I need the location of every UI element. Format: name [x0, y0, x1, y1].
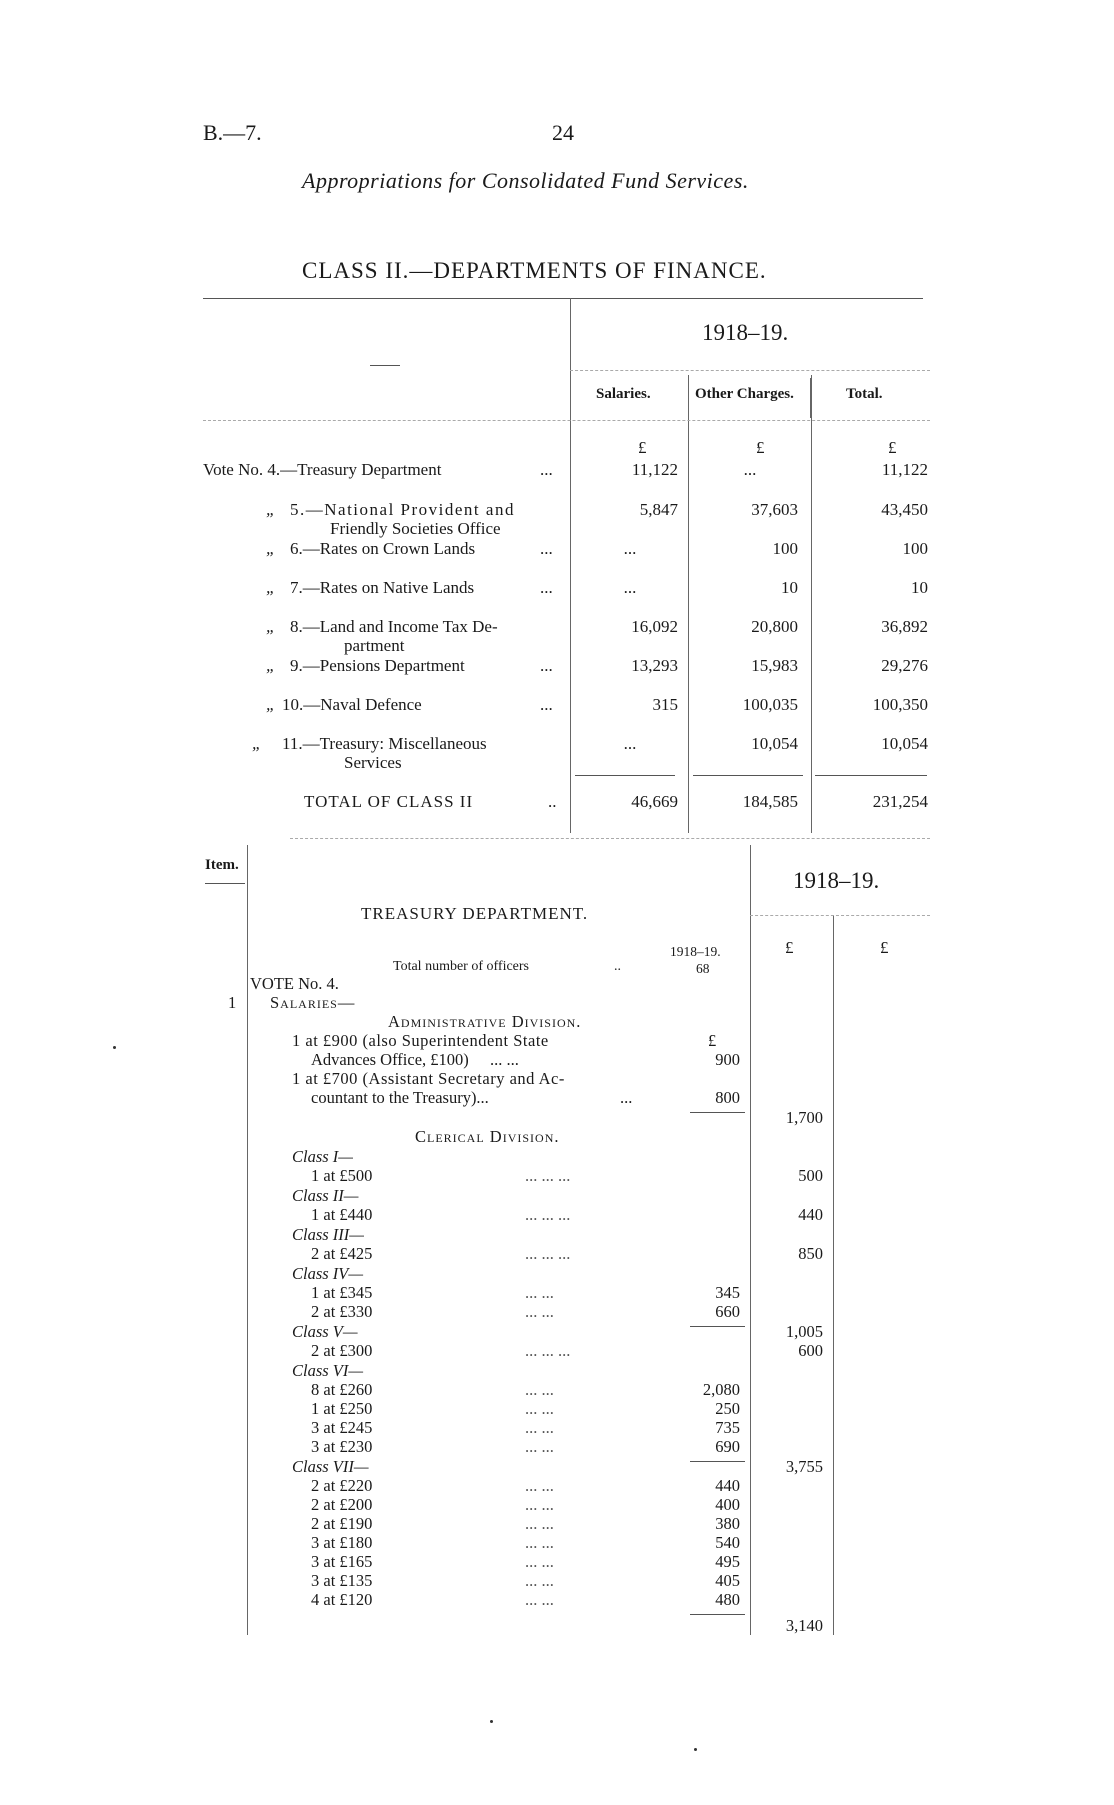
- row-other: 100: [772, 539, 798, 558]
- ditto-mark: „: [266, 617, 276, 636]
- row-label: 6.—Rates on Crown Lands: [290, 539, 476, 558]
- class-vii-leader: ... ...: [525, 1495, 554, 1514]
- class-vi-leader: ... ...: [525, 1399, 554, 1418]
- class-vii-line-label: 4 at £120: [311, 1590, 373, 1609]
- class-vi-leader: ... ...: [525, 1380, 554, 1399]
- row-label: 9.—Pensions Department: [290, 656, 465, 675]
- admin-line-2-continued: countant to the Treasury)...: [311, 1088, 489, 1107]
- officers-count: 68: [696, 961, 710, 976]
- class-vii-line-label: 3 at £135: [311, 1571, 373, 1590]
- total-salaries: 46,669: [631, 792, 678, 811]
- row-total: 11,122: [881, 460, 928, 479]
- salaries-heading: Salaries—: [270, 993, 356, 1012]
- page-number: 24: [552, 120, 574, 145]
- class-iv-value-2: 660: [715, 1302, 740, 1321]
- class-v-value: 600: [798, 1341, 823, 1360]
- admin-division-total: 1,700: [785, 1108, 823, 1127]
- department-title: TREASURY DEPARTMENT.: [361, 904, 589, 923]
- row-salaries: ...: [623, 734, 637, 753]
- currency-salaries: £: [638, 438, 647, 457]
- class-vi-leader: ... ...: [525, 1437, 554, 1456]
- class-vii-line-label: 2 at £220: [311, 1476, 373, 1495]
- class-vi-line-label: 1 at £250: [311, 1399, 373, 1418]
- class-vii-line-value: 400: [715, 1495, 740, 1514]
- class-ii-leader: ... ... ...: [525, 1205, 571, 1224]
- class-vii-line-value: 405: [715, 1571, 740, 1590]
- currency-other: £: [756, 438, 765, 457]
- class-ii-value: 440: [798, 1205, 823, 1224]
- ditto-mark: „: [266, 539, 276, 558]
- class-vii-line-label: 3 at £165: [311, 1552, 373, 1571]
- class-iv-leader-2: ... ...: [525, 1302, 554, 1321]
- row-other: 15,983: [751, 656, 798, 675]
- row-label: 11.—Treasury: Miscellaneous: [282, 734, 487, 753]
- total-other: 184,585: [742, 792, 798, 811]
- admin-line-2-value: 800: [715, 1088, 740, 1107]
- row-salaries: ...: [623, 539, 637, 558]
- row-other: ...: [743, 460, 757, 479]
- row-total: 43,450: [881, 500, 928, 519]
- admin-line-2: 1 at £700 (Assistant Secretary and Ac-: [292, 1069, 565, 1088]
- class-vii-line-label: 2 at £190: [311, 1514, 373, 1533]
- class-iv-heading: Class IV—: [292, 1264, 364, 1283]
- class-i-heading: Class I—: [292, 1147, 353, 1166]
- class-iii-value: 850: [798, 1244, 823, 1263]
- row-salaries: 13,293: [631, 656, 678, 675]
- class-vii-leader: ... ...: [525, 1476, 554, 1495]
- class-vii-line-label: 2 at £200: [311, 1495, 373, 1514]
- officers-label: Total number of officers: [393, 959, 529, 974]
- class-vii-line-value: 495: [715, 1552, 740, 1571]
- detail-year: 1918–19.: [793, 868, 880, 893]
- row-leader: ...: [540, 695, 553, 714]
- class-vi-line-value: 690: [715, 1437, 740, 1456]
- class-iv-line-1: 1 at £345: [311, 1283, 373, 1302]
- currency-total: £: [888, 438, 897, 457]
- class-iv-value-1: 345: [715, 1283, 740, 1302]
- class-ii-heading: Class II—: [292, 1186, 359, 1205]
- currency-subtotal: £: [785, 938, 794, 957]
- item-column-header: Item.: [205, 857, 239, 873]
- row-salaries: ...: [623, 578, 637, 597]
- class-vi-line-label: 8 at £260: [311, 1380, 373, 1399]
- row-label: 8.—Land and Income Tax De-: [290, 617, 498, 636]
- row-total: 100,350: [872, 695, 928, 714]
- row-total: 10: [911, 578, 928, 597]
- column-header-total: Total.: [846, 386, 883, 402]
- row-salaries: 315: [652, 695, 678, 714]
- class-v-line: 2 at £300: [311, 1341, 373, 1360]
- class-iii-heading: Class III—: [292, 1225, 364, 1244]
- administrative-division-heading: Administrative Division.: [388, 1012, 582, 1031]
- row-other: 10: [781, 578, 798, 597]
- class-vii-line-value: 440: [715, 1476, 740, 1495]
- class-i-value: 500: [798, 1166, 823, 1185]
- class-vii-heading: Class VII—: [292, 1457, 369, 1476]
- class-vi-total: 3,755: [785, 1457, 823, 1476]
- class-vi-heading: Class VI—: [292, 1361, 364, 1380]
- row-total: 36,892: [881, 617, 928, 636]
- clerical-division-heading: Clerical Division.: [415, 1127, 560, 1146]
- ditto-mark: „: [266, 656, 276, 675]
- row-label: 5.—National Provident and: [290, 500, 515, 519]
- total-total: 231,254: [872, 792, 928, 811]
- row-total: 29,276: [881, 656, 928, 675]
- class-vii-line-value: 380: [715, 1514, 740, 1533]
- class-vi-line-label: 3 at £230: [311, 1437, 373, 1456]
- officers-leader: ..: [614, 959, 621, 974]
- row-leader: ...: [540, 460, 553, 479]
- class-vii-leader: ... ...: [525, 1590, 554, 1609]
- class-vii-line-label: 3 at £180: [311, 1533, 373, 1552]
- admin-line-1-currency: £: [708, 1031, 717, 1050]
- row-total: 10,054: [881, 734, 928, 753]
- row-salaries: 11,122: [631, 460, 678, 479]
- row-other: 100,035: [742, 695, 798, 714]
- document-reference: B.—7.: [203, 120, 262, 145]
- class-vi-line-value: 735: [715, 1418, 740, 1437]
- row-label-continued: Services: [344, 753, 402, 772]
- row-leader: ...: [540, 656, 553, 675]
- row-label: Vote No. 4.—Treasury Department: [203, 460, 442, 479]
- row-other: 20,800: [751, 617, 798, 636]
- ditto-mark: „: [266, 578, 276, 597]
- total-label: TOTAL OF CLASS II: [304, 792, 474, 811]
- class-title: CLASS II.—DEPARTMENTS OF FINANCE.: [302, 258, 767, 283]
- class-i-leader: ... ... ...: [525, 1166, 571, 1185]
- class-i-line: 1 at £500: [311, 1166, 373, 1185]
- admin-line-1-leader: ... ...: [490, 1050, 519, 1069]
- class-vi-leader: ... ...: [525, 1418, 554, 1437]
- ditto-mark: „: [252, 734, 262, 753]
- print-speck: [490, 1720, 493, 1723]
- class-vii-leader: ... ...: [525, 1571, 554, 1590]
- class-vii-line-value: 540: [715, 1533, 740, 1552]
- vote-label: VOTE No. 4.: [250, 974, 339, 993]
- row-leader: ...: [540, 539, 553, 558]
- row-label: 10.—Naval Defence: [282, 695, 422, 714]
- class-iii-line: 2 at £425: [311, 1244, 373, 1263]
- class-vi-line-value: 2,080: [702, 1380, 740, 1399]
- class-vi-line-label: 3 at £245: [311, 1418, 373, 1437]
- row-other: 37,603: [751, 500, 798, 519]
- class-vii-line-value: 480: [715, 1590, 740, 1609]
- class-vii-leader: ... ...: [525, 1533, 554, 1552]
- class-vii-leader: ... ...: [525, 1552, 554, 1571]
- class-ii-line: 1 at £440: [311, 1205, 373, 1224]
- class-iii-leader: ... ... ...: [525, 1244, 571, 1263]
- row-label-continued: partment: [344, 636, 405, 655]
- class-iv-line-2: 2 at £330: [311, 1302, 373, 1321]
- print-speck: [694, 1748, 697, 1751]
- row-leader: ...: [540, 578, 553, 597]
- class-vii-total: 3,140: [785, 1616, 823, 1635]
- admin-line-1-value: 900: [715, 1050, 740, 1069]
- row-label-continued: Friendly Societies Office: [330, 519, 501, 538]
- admin-line-1-continued: Advances Office, £100): [311, 1050, 469, 1069]
- class-v-heading: Class V—: [292, 1322, 358, 1341]
- summary-year: 1918–19.: [702, 320, 789, 345]
- class-vi-line-value: 250: [715, 1399, 740, 1418]
- row-salaries: 5,847: [639, 500, 678, 519]
- item-number: 1: [228, 993, 237, 1012]
- admin-line-2-leader: ...: [620, 1088, 633, 1107]
- class-v-leader: ... ... ...: [525, 1341, 571, 1360]
- ditto-mark: „: [266, 500, 276, 519]
- row-leader: ..: [548, 792, 557, 811]
- officers-year: 1918–19.: [670, 944, 721, 959]
- column-header-salaries: Salaries.: [596, 386, 651, 402]
- row-other: 10,054: [751, 734, 798, 753]
- page-subtitle: Appropriations for Consolidated Fund Services.: [302, 168, 749, 193]
- row-total: 100: [902, 539, 928, 558]
- ditto-mark: „: [266, 695, 276, 714]
- row-salaries: 16,092: [631, 617, 678, 636]
- column-header-other-charges: Other Charges.: [695, 386, 794, 402]
- class-vii-leader: ... ...: [525, 1514, 554, 1533]
- row-label: 7.—Rates on Native Lands: [290, 578, 475, 597]
- currency-total: £: [880, 938, 889, 957]
- print-speck: [113, 1046, 116, 1049]
- admin-line-1: 1 at £900 (also Superintendent State: [292, 1031, 549, 1050]
- class-iv-leader-1: ... ...: [525, 1283, 554, 1302]
- class-iv-total: 1,005: [785, 1322, 823, 1341]
